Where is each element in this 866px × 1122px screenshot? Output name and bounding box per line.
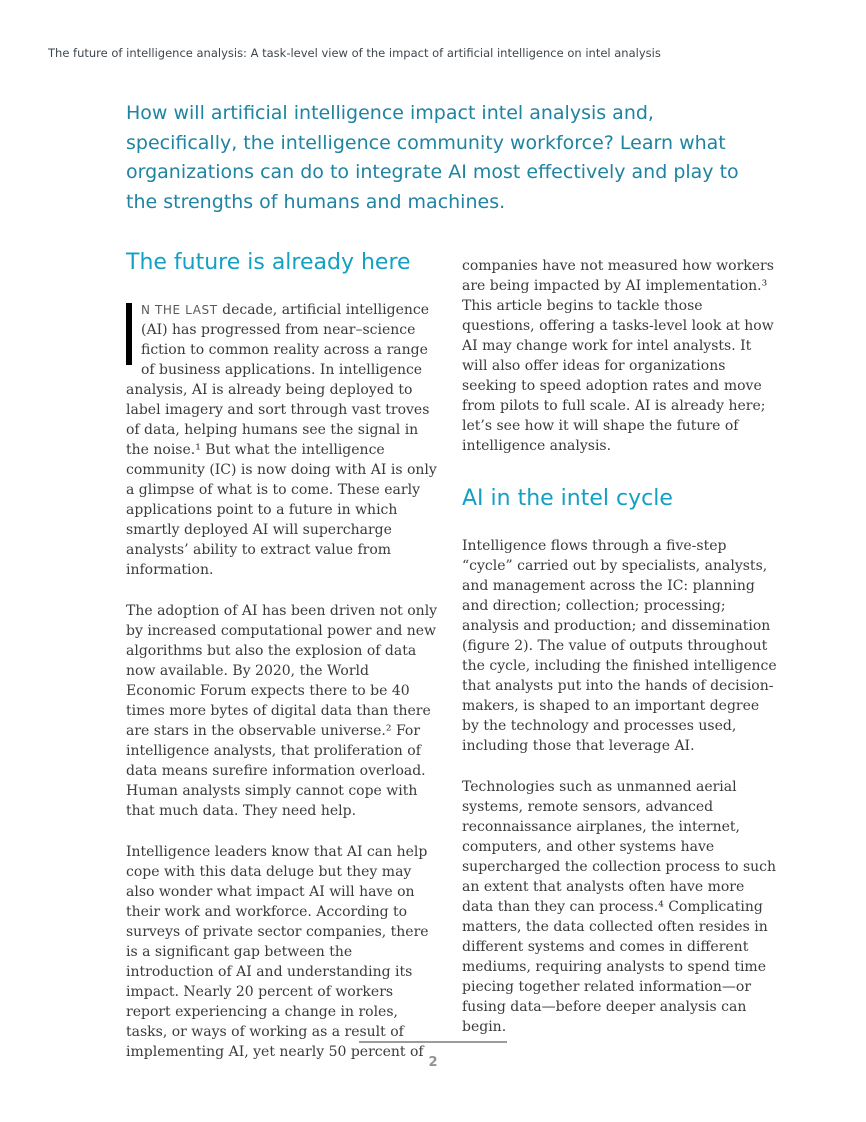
left-column [126, 250, 442, 1083]
lead-in-small-caps: N THE LAST [141, 303, 218, 317]
paragraph-intel-cycle-1: Intelligence flows through a five-step “cycle” carried out by specialists, analysts, and management across the IC: planning and direction; collection; processing; analysis and production; and dissemination (figure 2). The value of outputs throughout the cycle, including the finished intelligence that analysts put into the hands of decision-makers, is shaped to an important degree by the technology and processes used, including those that leverage AI. [462, 538, 777, 754]
drop-cap-letter-i [126, 303, 132, 365]
section-heading-future-is-already-here: The future is already here [126, 250, 411, 275]
paragraph-text: decade, artificial intelligence (AI) has progressed from near–science fiction to common reality across a range of business applications. In intelligence analysis, AI is already being deployed to label imagery and sort through vast troves of data, helping humans see the signal in the noise.¹ But what the intelligence community (IC) is now doing with AI is only a glimpse of what is to come. These early applications point to a future in which smartly deployed AI will supercharge analysts’ ability to extract value from information. [126, 302, 437, 578]
running-header: The future of intelligence analysis: A task-level view of the impact of artificial intelligence on intel analysis [48, 46, 661, 60]
paragraph-future-3: Intelligence leaders know that AI can help cope with this data deluge but they may also wonder what impact AI will have on their work and workforce. According to surveys of private sector companies, there is a significant gap between the introduction of AI and understanding its impact. Nearly 20 percent of workers report experiencing a change in roles, tasks, or ways of working as a result of implementing AI, yet nearly 50 percent of [126, 844, 429, 1060]
section-heading-ai-in-the-intel-cycle: AI in the intel cycle [462, 486, 673, 511]
footer-divider [359, 1041, 507, 1043]
right-column [462, 250, 778, 1083]
two-column-body [126, 250, 778, 1083]
intro-summary: How will artificial intelligence impact intel analysis and, specifically, the intelligence community workforce? Learn what organizations can do to integrate AI most effectively and play to the strengths of humans and machines. [126, 102, 739, 213]
paragraph-future-2: The adoption of AI has been driven not only by increased computational power and new algorithms but also the explosion of data now available. By 2020, the World Economic Forum expects there to be 40 times more bytes of digital data than there are stars in the observable universe.² For intelligence analysts, that proliferation of data means surefire information overload. Human analysts simply cannot cope with that much data. They need help. [126, 603, 438, 819]
page-number: 2 [428, 1055, 438, 1070]
paragraph-future-1 [126, 300, 442, 580]
paragraph-intel-cycle-2: Technologies such as unmanned aerial systems, remote sensors, advanced reconnaissance airplanes, the internet, computers, and other systems have supercharged the collection process to such an extent that analysts often have more data than they can process.⁴ Complicating matters, the data collected often resides in different systems and comes in different mediums, requiring analysts to spend time piecing together related information—or fusing data—before deeper analysis can begin. [462, 779, 777, 1035]
paragraph-future-4-continued: companies have not measured how workers are being impacted by AI implementation.³ This article begins to tackle those questions, offering a tasks-level look at how AI may change work for intel analysts. It will also offer ideas for organizations seeking to speed adoption rates and move from pilots to full scale. AI is already here; let’s see how it will shape the future of intelligence analysis. [462, 258, 774, 454]
